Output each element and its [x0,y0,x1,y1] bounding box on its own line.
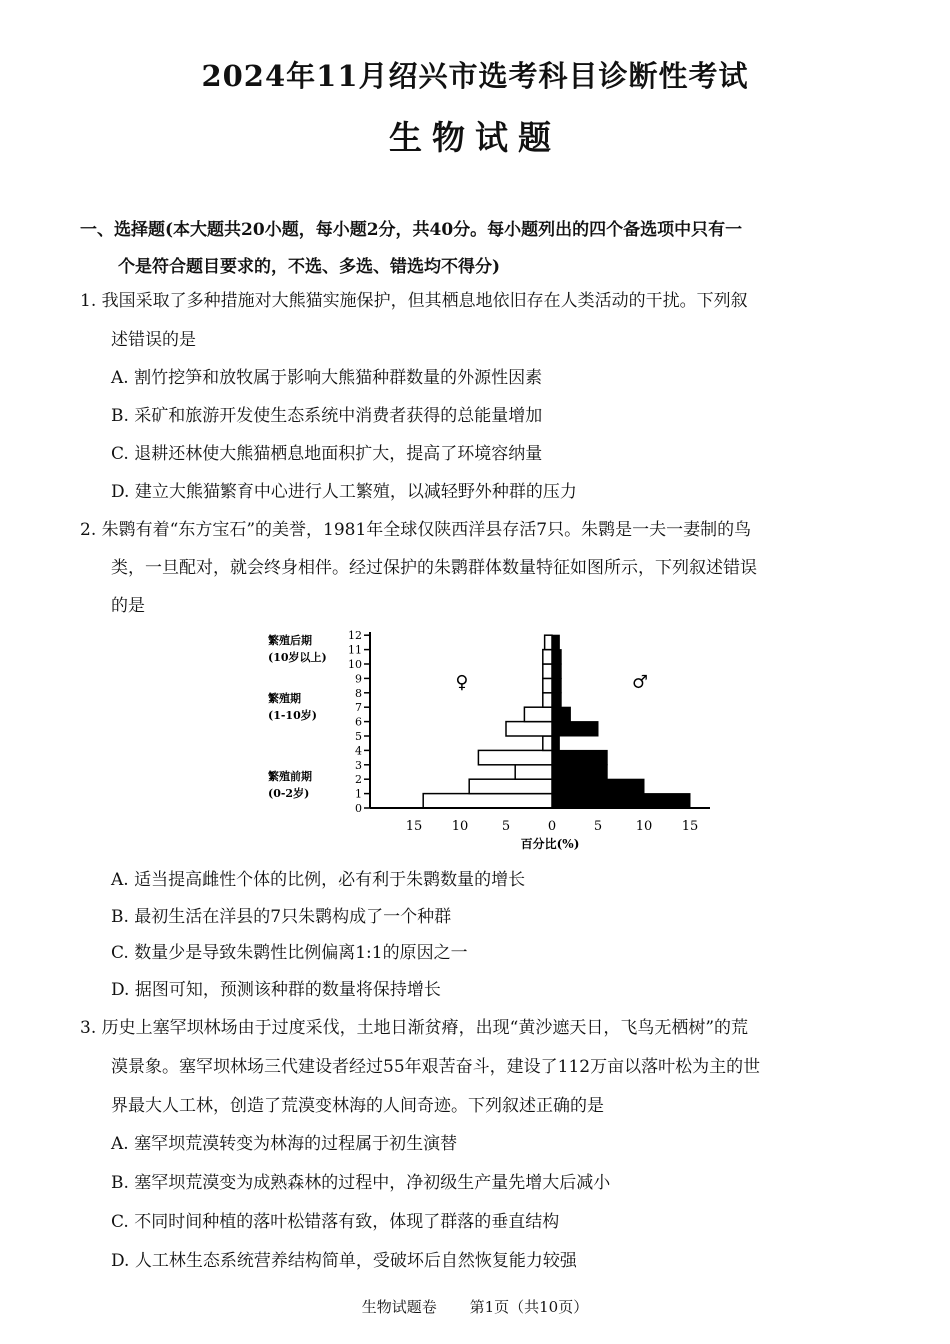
q2-option-c: C. 数量少是导致朱鹮性比例偏离1:1的原因之一 [111,943,468,963]
q1-option-d: D. 建立大熊猫繁育中心进行人工繁殖，以减轻野外种群的压力 [111,482,577,502]
female-bar [543,650,552,664]
female-bar [423,794,552,808]
x-axis-label: 百分比(%) [520,837,580,851]
y-tick-label: 2 [355,773,362,787]
page-footer [0,1296,950,1317]
section-heading [80,212,890,286]
q3-option-c: C. 不同时间种植的落叶松错落有致，体现了群落的垂直结构 [111,1212,560,1232]
male-bar [552,650,561,664]
y-tick-label: 1 [355,787,362,801]
q2-option-b: B. 最初生活在洋县的7只朱鹮构成了一个种群 [111,907,452,927]
age-group-range: (10岁以上) [268,651,327,664]
male-bar [552,707,570,721]
x-tick-label: 5 [501,819,511,834]
male-bar [552,678,561,692]
male-bar [552,722,598,736]
q1-option-a: A. 割竹挖笋和放牧属于影响大熊猫种群数量的外源性因素 [111,368,543,388]
y-tick-label: 11 [348,643,362,657]
age-group-range: (0-2岁) [268,787,310,800]
q2-stem-line2: 类，一旦配对，就会终身相伴。经过保护的朱鹮群体数量特征如图所示，下列叙述错误 [111,558,757,578]
footer-paper-name: 生物试题卷 [361,1298,437,1316]
male-bar [552,693,561,707]
female-bar [545,635,552,649]
male-bar [552,765,607,779]
q2-stem-line1: 2. 朱鹮有着“东方宝石”的美誉，1981年全球仅陕西洋县存活7只。朱鹮是一夫一妻制的鸟 [80,520,752,540]
y-tick-label: 0 [355,802,362,815]
x-tick-label: 15 [681,819,699,834]
q1-stem-line2: 述错误的是 [111,330,196,350]
male-bar [552,736,559,750]
female-bar [515,765,552,779]
exam-title: 2024年11月绍兴市选考科目诊断性考试 [201,59,749,93]
female-bar [469,779,552,793]
age-group-label: 繁殖期 [268,692,301,705]
female-bar [543,678,552,692]
male-symbol: ♂ [631,672,649,693]
male-bar [552,664,561,678]
x-tick-label: 5 [593,819,603,834]
y-tick-label: 7 [355,701,362,715]
female-symbol: ♀ [455,672,469,693]
q1-option-c: C. 退耕还林使大熊猫栖息地面积扩大，提高了环境容纳量 [111,444,543,464]
q2-option-d: D. 据图可知，预测该种群的数量将保持增长 [111,980,441,1000]
male-bar [552,794,690,808]
age-group-label: 繁殖后期 [268,634,312,647]
y-tick-label: 3 [355,758,362,772]
x-tick-label: 0 [547,819,557,834]
female-bar [506,722,552,736]
q2-stem-line3: 的是 [111,596,145,616]
q3-option-a: A. 塞罕坝荒漠转变为林海的过程属于初生演替 [111,1134,458,1154]
q3-stem-line3: 界最大人工林，创造了荒漠变林海的人间奇迹。下列叙述正确的是 [111,1096,604,1116]
y-tick-label: 8 [355,686,362,700]
female-bar [543,664,552,678]
q3-option-d: D. 人工林生态系统营养结构简单，受破坏后自然恢复能力较强 [111,1251,577,1271]
q2-option-a: A. 适当提高雌性个体的比例，必有利于朱鹮数量的增长 [111,870,526,890]
male-bar [552,750,607,764]
y-axis-ticks [348,629,370,815]
y-tick-label: 12 [348,629,362,643]
age-group-range: (1-10岁) [268,709,317,722]
female-bar [543,736,552,750]
y-tick-label: 9 [355,672,362,686]
y-tick-label: 6 [355,715,362,729]
q1-option-b: B. 采矿和旅游开发使生态系统中消费者获得的总能量增加 [111,406,543,426]
x-axis-ticks [406,819,699,834]
footer-page-number: 第1页（共10页） [469,1298,589,1316]
x-tick-label: 10 [451,819,469,834]
pyramid-bars [423,635,690,808]
section-heading-line2: 个是符合题目要求的，不选、多选、错选均不得分) [118,257,501,277]
q3-stem-line1: 3. 历史上塞罕坝林场由于过度采伐，土地日渐贫瘠，出现“黄沙遮天日，飞鸟无栖树”的荒 [80,1018,749,1038]
male-bar [552,779,644,793]
q3-option-b: B. 塞罕坝荒漠变为成熟森林的过程中，净初级生产量先增大后减小 [111,1173,611,1193]
y-tick-label: 5 [355,730,362,743]
population-pyramid-chart [260,622,720,858]
q1-stem-line1: 1. 我国采取了多种措施对大熊猫实施保护，但其栖息地依旧存在人类活动的干扰。下列叙 [80,291,748,311]
female-bar [543,693,552,707]
subject-title: 生物试题 [389,118,561,157]
age-group-label: 繁殖前期 [268,770,312,783]
age-group-labels [268,633,327,800]
section-heading-line1: 一、选择题(本大题共20小题，每小题2分，共40分。每小题列出的四个备选项中只有一 [80,220,743,240]
x-tick-label: 15 [405,819,423,834]
y-tick-label: 10 [348,658,362,671]
female-bar [478,750,552,764]
female-bar [524,707,552,721]
male-bar [552,635,559,649]
x-tick-label: 10 [635,819,653,834]
y-tick-label: 4 [355,744,362,758]
q3-stem-line2: 漠景象。塞罕坝林场三代建设者经过55年艰苦奋斗，建设了112万亩以落叶松为主的世 [111,1057,761,1077]
